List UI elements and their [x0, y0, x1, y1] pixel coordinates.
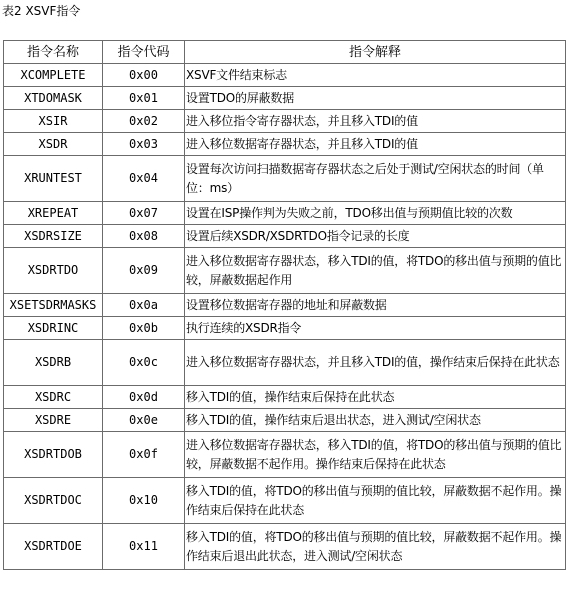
instruction-name-cell: XSDRSIZE — [4, 225, 103, 248]
instruction-description-cell: 移入TDI的值，将TDO的移出值与预期的值比较，屏蔽数据不起作用。操作结束后保持在此状态 — [185, 478, 566, 524]
instruction-code-cell: 0x0e — [103, 409, 185, 432]
instruction-code-cell: 0x08 — [103, 225, 185, 248]
instruction-code-cell: 0x0b — [103, 317, 185, 340]
instruction-name-cell: XTDOMASK — [4, 87, 103, 110]
instruction-description-cell: 设置后续XSDR/XSDRTDO指令记录的长度 — [185, 225, 566, 248]
header-row — [4, 41, 566, 64]
instruction-name-cell: XSDRINC — [4, 317, 103, 340]
instruction-description-cell: 进入移位数据寄存器状态，移入TDI的值，将TDO的移出值与预期的值比较，屏蔽数据起作用 — [185, 248, 566, 294]
table-caption: 表2 XSVF指令 — [2, 4, 81, 18]
instruction-description-cell: XSVF文件结束标志 — [185, 64, 566, 87]
xsvf-instruction-table — [3, 40, 566, 570]
instruction-description-cell: 移入TDI的值，操作结束后保持在此状态 — [185, 386, 566, 409]
table-row — [4, 478, 566, 524]
table-row — [4, 133, 566, 156]
instruction-name-cell: XSDRTDOB — [4, 432, 103, 478]
instruction-description-cell: 进入移位数据寄存器状态，移入TDI的值，将TDO的移出值与预期的值比较，屏蔽数据不起作用。操作结束后保持在此状态 — [185, 432, 566, 478]
table-row — [4, 110, 566, 133]
instruction-description-cell: 设置在ISP操作判为失败之前，TDO移出值与预期值比较的次数 — [185, 202, 566, 225]
table-row — [4, 225, 566, 248]
table-row — [4, 409, 566, 432]
instruction-code-cell: 0x0c — [103, 340, 185, 386]
instruction-name-cell: XSDRB — [4, 340, 103, 386]
instruction-code-cell: 0x01 — [103, 87, 185, 110]
table-header — [4, 41, 566, 64]
instruction-code-cell: 0x02 — [103, 110, 185, 133]
table-row — [4, 432, 566, 478]
column-header-code: 指令代码 — [103, 41, 185, 64]
instruction-name-cell: XCOMPLETE — [4, 64, 103, 87]
table-body — [4, 64, 566, 570]
table-row — [4, 294, 566, 317]
instruction-code-cell: 0x07 — [103, 202, 185, 225]
instruction-description-cell: 设置每次访问扫描数据寄存器状态之后处于测试/空闲状态的时间（单位：ms） — [185, 156, 566, 202]
instruction-description-cell: 进入移位数据寄存器状态，并且移入TDI的值，操作结束后保持在此状态 — [185, 340, 566, 386]
instruction-description-cell: 移入TDI的值，将TDO的移出值与预期的值比较，屏蔽数据不起作用。操作结束后退出此状态，进入测试/空闲状态 — [185, 524, 566, 570]
table-row — [4, 340, 566, 386]
table-row — [4, 87, 566, 110]
instruction-description-cell: 进入移位数据寄存器状态，并且移入TDI的值 — [185, 133, 566, 156]
table-row — [4, 386, 566, 409]
instruction-name-cell: XSDR — [4, 133, 103, 156]
instruction-name-cell: XSIR — [4, 110, 103, 133]
instruction-name-cell: XSDRTDO — [4, 248, 103, 294]
instruction-description-cell: 设置移位数据寄存器的地址和屏蔽数据 — [185, 294, 566, 317]
table-row — [4, 64, 566, 87]
table-row — [4, 248, 566, 294]
instruction-code-cell: 0x04 — [103, 156, 185, 202]
instruction-code-cell: 0x09 — [103, 248, 185, 294]
instruction-name-cell: XSDRC — [4, 386, 103, 409]
instruction-name-cell: XSETSDRMASKS — [4, 294, 103, 317]
instruction-name-cell: XSDRTDOE — [4, 524, 103, 570]
instruction-code-cell: 0x00 — [103, 64, 185, 87]
table-row — [4, 317, 566, 340]
column-header-description: 指令解释 — [185, 41, 566, 64]
instruction-name-cell: XSDRTDOC — [4, 478, 103, 524]
instruction-description-cell: 移入TDI的值，操作结束后退出状态，进入测试/空闲状态 — [185, 409, 566, 432]
instruction-code-cell: 0x11 — [103, 524, 185, 570]
instruction-description-cell: 设置TDO的屏蔽数据 — [185, 87, 566, 110]
instruction-code-cell: 0x0a — [103, 294, 185, 317]
instruction-code-cell: 0x0d — [103, 386, 185, 409]
instruction-name-cell: XRUNTEST — [4, 156, 103, 202]
instruction-name-cell: XREPEAT — [4, 202, 103, 225]
instruction-code-cell: 0x10 — [103, 478, 185, 524]
instruction-code-cell: 0x03 — [103, 133, 185, 156]
table-row — [4, 524, 566, 570]
instruction-description-cell: 执行连续的XSDR指令 — [185, 317, 566, 340]
table-row — [4, 202, 566, 225]
table-row — [4, 156, 566, 202]
instruction-name-cell: XSDRE — [4, 409, 103, 432]
column-header-name: 指令名称 — [4, 41, 103, 64]
instruction-description-cell: 进入移位指令寄存器状态，并且移入TDI的值 — [185, 110, 566, 133]
instruction-code-cell: 0x0f — [103, 432, 185, 478]
